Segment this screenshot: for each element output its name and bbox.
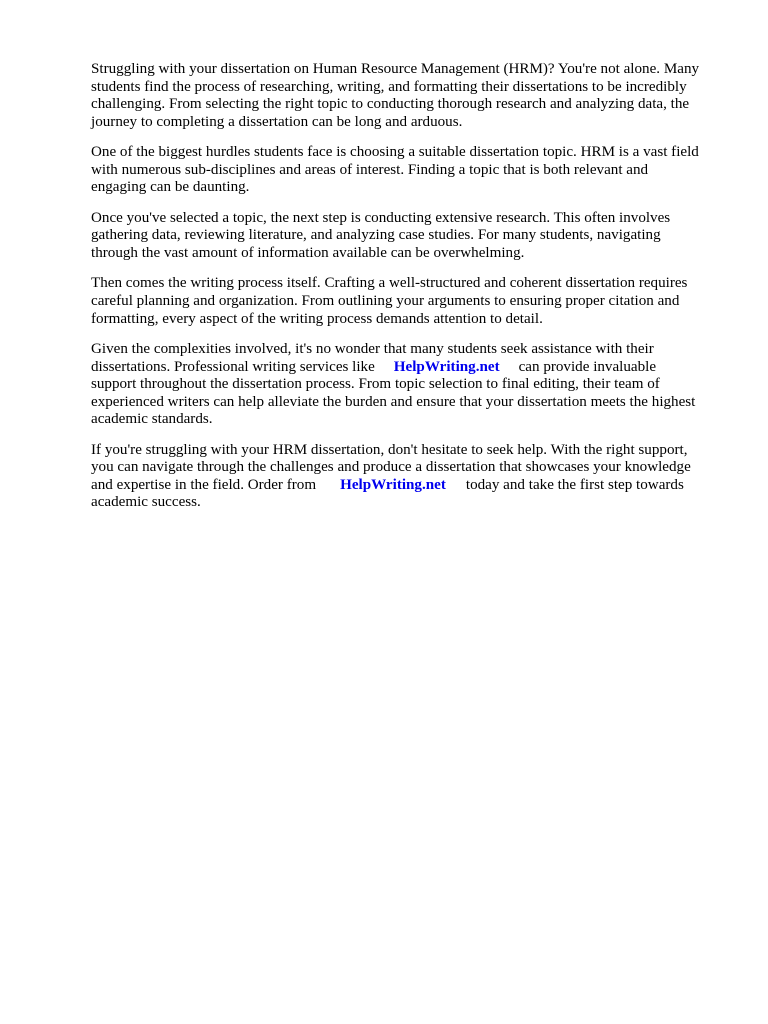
helpwriting-link[interactable]: HelpWriting.net xyxy=(393,358,500,375)
text-line: academic standards. xyxy=(91,411,213,428)
text-line: Struggling with your dissertation on Human Resource Management (HRM)? You're not alone. Many xyxy=(91,61,700,77)
helpwriting-link[interactable]: HelpWriting.net xyxy=(340,476,446,493)
text-segment: can provide invaluable xyxy=(518,358,657,375)
paragraph-research xyxy=(91,210,725,263)
text-line: support throughout the dissertation process. From topic selection to final editing, their team of xyxy=(91,376,660,393)
text-line: through the vast amount of information available can be overwhelming. xyxy=(91,244,525,261)
text-line: challenging. From selecting the right topic to conducting thorough research and analyzing data, the xyxy=(91,96,690,113)
text-segment: today and take the first step towards xyxy=(465,476,684,493)
text-line: Given the complexities involved, it's no wonder that many students seek assistance with their xyxy=(91,340,654,357)
text-line: gathering data, reviewing literature, and analyzing case studies. For many students, navigating xyxy=(91,227,661,244)
document-page xyxy=(91,61,725,525)
text-line: Once you've selected a topic, the next step is conducting extensive research. This often involves xyxy=(91,209,671,226)
text-line-with-link xyxy=(91,477,725,495)
text-line-with-link xyxy=(91,359,725,377)
text-segment: and expertise in the field. Order from xyxy=(91,476,317,493)
paragraph-topic xyxy=(91,144,725,197)
text-line: experienced writers can help alleviate the burden and ensure that your dissertation meets the highest xyxy=(91,393,696,410)
text-line: engaging can be daunting. xyxy=(91,179,250,196)
text-line: formatting, every aspect of the writing process demands attention to detail. xyxy=(91,310,543,327)
paragraph-intro xyxy=(91,61,725,131)
text-line: journey to completing a dissertation can be long and arduous. xyxy=(91,113,463,130)
text-line: One of the biggest hurdles students face is choosing a suitable dissertation topic. HRM is a vast field xyxy=(91,144,699,161)
text-line: If you're struggling with your HRM dissertation, don't hesitate to seek help. With the right support, xyxy=(91,441,688,458)
text-line: careful planning and organization. From outlining your arguments to ensuring proper citation and xyxy=(91,292,680,309)
text-segment: dissertations. Professional writing services like xyxy=(91,358,375,375)
text-line: students find the process of researching, writing, and formatting their dissertations to be incredibly xyxy=(91,78,687,95)
text-line: with numerous sub-disciplines and areas of interest. Finding a topic that is both relevant and xyxy=(91,161,649,178)
text-line: Then comes the writing process itself. Crafting a well-structured and coherent dissertation requires xyxy=(91,275,688,292)
paragraph-assistance xyxy=(91,341,725,429)
text-line: you can navigate through the challenges and produce a dissertation that showcases your knowledge xyxy=(91,459,691,476)
paragraph-closing xyxy=(91,442,725,512)
paragraph-writing xyxy=(91,275,725,328)
text-line: academic success. xyxy=(91,494,201,511)
